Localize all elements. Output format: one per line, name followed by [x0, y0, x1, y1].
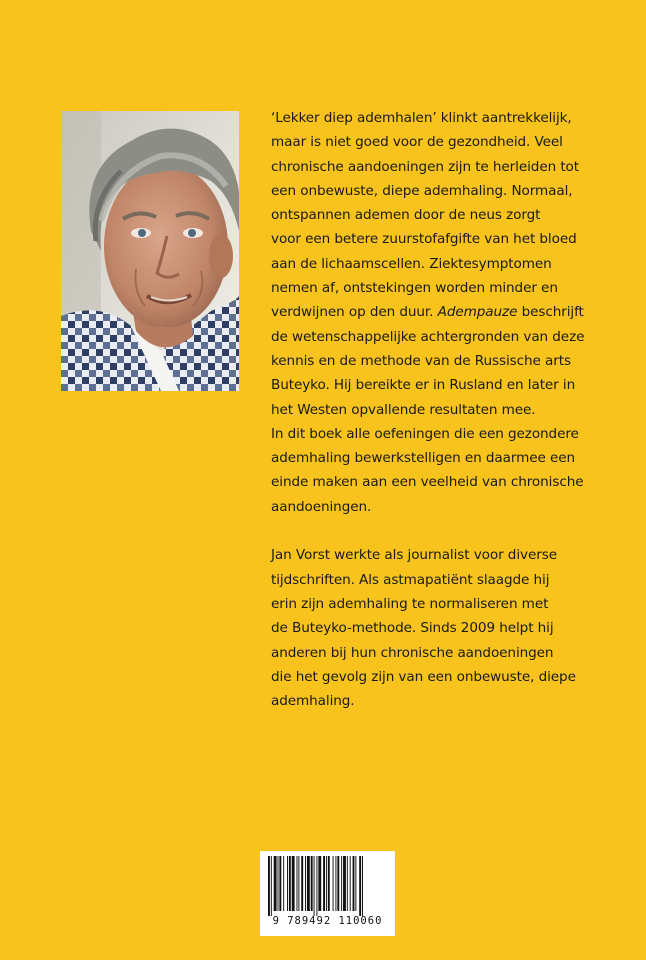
blurb-line: ademhaling bewerkstelligen en daarmee een: [271, 450, 576, 467]
barcode-bar: [316, 856, 317, 916]
barcode-bar: [287, 856, 288, 911]
blurb-line: In dit boek alle oefeningen die een gezondere: [271, 425, 579, 442]
barcode-icon: [268, 856, 387, 916]
barcode-bar: [297, 856, 298, 911]
barcode-bar: [307, 856, 310, 911]
barcode-bar: [323, 856, 325, 911]
bio-line: tijdschriften. Als astmapatiënt slaagde hij: [271, 571, 550, 588]
barcode-bar: [341, 856, 342, 911]
bio-line: ademhaling.: [271, 693, 355, 710]
isbn-digits: 9 789492 110060: [272, 915, 383, 927]
blurb-line: Buteyko. Hij bereikte er in Rusland en later in: [271, 377, 576, 394]
blurb-line: chronische aandoeningen zijn te herleiden tot: [271, 158, 579, 175]
blurb-line: [271, 300, 621, 324]
barcode-bar: [359, 856, 361, 916]
author-portrait-icon: [61, 111, 239, 391]
barcode-bar: [268, 856, 270, 916]
barcode-bar: [355, 856, 356, 911]
bio-line: anderen bij hun chronische aandoeningen: [271, 644, 554, 661]
barcode-bar: [301, 856, 303, 911]
isbn-barcode: [260, 851, 395, 936]
barcode-bar: [298, 856, 299, 911]
barcode-bar: [343, 856, 346, 911]
barcode-bar: [292, 856, 295, 911]
blurb-line: ontspannen ademen door de neus zorgt: [271, 207, 541, 224]
blurb-line: aandoeningen.: [271, 498, 372, 515]
paragraph-gap: [271, 519, 621, 543]
blurb-line-start: verdwijnen op den duur.: [271, 304, 434, 321]
bio-line: die het gevolg zijn van een onbewuste, diepe: [271, 668, 576, 685]
blurb-line: maar is niet goed voor de gezondheid. Veel: [271, 134, 563, 151]
blurb-line-end: beschrijft: [517, 304, 584, 321]
book-title-italic: Adempauze: [437, 304, 518, 321]
barcode-bar: [274, 856, 277, 911]
barcode-bar: [305, 856, 306, 911]
back-cover-text: [271, 106, 621, 713]
barcode-bar: [283, 856, 284, 911]
barcode-bar: [314, 856, 315, 916]
blurb-line: einde maken aan een veelheid van chronische: [271, 474, 584, 491]
barcode-bar: [278, 856, 279, 911]
barcode-bar: [279, 856, 281, 911]
author-photo: [61, 111, 239, 391]
bio-line: Jan Vorst werkte als journalist voor diverse: [271, 547, 557, 564]
bio-line: de Buteyko-methode. Sinds 2009 helpt hij: [271, 620, 554, 637]
blurb-line: voor een betere zuurstofafgifte van het bloed: [271, 231, 577, 248]
blurb-line: ‘Lekker diep ademhalen’ klinkt aantrekkelijk,: [271, 110, 572, 126]
author-bio: [271, 543, 621, 713]
barcode-bar: [311, 856, 313, 911]
blurb-line: aan de lichaamscellen. Ziektesymptomen: [271, 255, 552, 272]
barcode-bar: [347, 856, 348, 911]
bio-line: erin zijn ademhaling te normaliseren met: [271, 595, 549, 612]
barcode-bar: [353, 856, 355, 911]
barcode-bar: [271, 856, 272, 916]
blurb-line: het Westen opvallende resultaten mee.: [271, 401, 536, 418]
barcode-bar: [289, 856, 291, 911]
barcode-bar: [326, 856, 327, 911]
blurb-line: kennis en de methode van de Russische arts: [271, 352, 571, 369]
barcode-bar: [335, 856, 336, 911]
barcode-bar: [328, 856, 330, 911]
blurb-line: een onbewuste, diepe ademhaling. Normaal,: [271, 182, 573, 199]
blurb-line: de wetenschappelijke achtergronden van deze: [271, 328, 585, 345]
blurb-line: nemen af, ontstekingen worden minder en: [271, 280, 558, 297]
barcode-bar: [318, 856, 321, 911]
book-blurb: [271, 106, 621, 519]
barcode-bar: [362, 856, 363, 916]
barcode-bar: [337, 856, 339, 911]
barcode-bar: [350, 856, 351, 911]
barcode-bar: [333, 856, 334, 911]
